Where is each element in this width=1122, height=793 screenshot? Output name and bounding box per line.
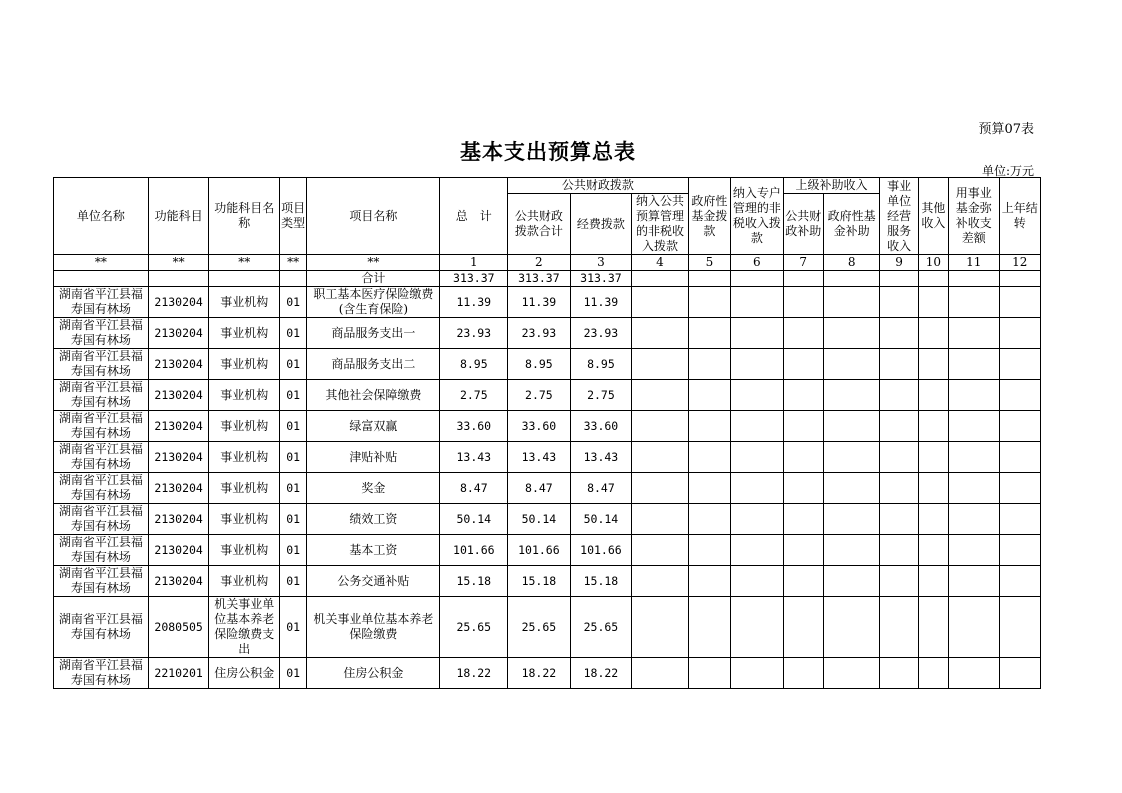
cell-empty — [688, 566, 730, 597]
project-name-cell: 商品服务支出二 — [307, 349, 440, 380]
table-row — [54, 473, 1041, 504]
project-name-cell: 基本工资 — [307, 535, 440, 566]
cell-empty — [783, 349, 823, 380]
column-index-cell: ** — [54, 255, 149, 271]
cell-empty — [918, 535, 948, 566]
project-name-cell: 绿富双赢 — [307, 411, 440, 442]
cell-empty — [999, 349, 1041, 380]
cell-empty — [823, 271, 880, 287]
unit-name-cell: 湖南省平江县福寿国有林场 — [54, 473, 149, 504]
cell-empty — [918, 504, 948, 535]
cell-empty — [999, 442, 1041, 473]
header-public-finance: 公共财政拨款 — [508, 178, 689, 194]
table-row — [54, 597, 1041, 658]
cell-empty — [632, 597, 689, 658]
pf-total-cell: 11.39 — [508, 287, 571, 318]
header-special-non-tax: 纳入专户管理的非税收入拨款 — [731, 178, 783, 255]
header-func-name: 功能科目名称 — [209, 178, 280, 255]
cell-empty — [731, 566, 783, 597]
project-name-cell: 商品服务支出一 — [307, 318, 440, 349]
cell-empty — [823, 504, 880, 535]
pf-total-cell: 101.66 — [508, 535, 571, 566]
cell-empty — [999, 473, 1041, 504]
project-name-cell: 津贴补贴 — [307, 442, 440, 473]
cell-empty — [632, 473, 689, 504]
cell-empty — [918, 597, 948, 658]
total-row — [54, 271, 1041, 287]
column-index-cell: 3 — [570, 255, 632, 271]
cell-empty — [731, 658, 783, 689]
column-index-cell: 12 — [999, 255, 1041, 271]
unit-name-cell: 湖南省平江县福寿国有林场 — [54, 318, 149, 349]
cell-empty — [731, 318, 783, 349]
funding-cell: 101.66 — [570, 535, 632, 566]
cell-empty — [880, 318, 918, 349]
table-row — [54, 380, 1041, 411]
cell-empty — [54, 271, 149, 287]
cell-empty — [918, 271, 948, 287]
header-superior: 上级补助收入 — [783, 178, 880, 194]
cell-empty — [783, 271, 823, 287]
column-index-row — [54, 255, 1041, 271]
table-body — [54, 271, 1041, 689]
cell-empty — [949, 442, 999, 473]
func-code-cell: 2130204 — [148, 566, 209, 597]
cell-empty — [999, 566, 1041, 597]
cell-empty — [731, 473, 783, 504]
unit-name-cell: 湖南省平江县福寿国有林场 — [54, 442, 149, 473]
cell-empty — [999, 535, 1041, 566]
proj-type-cell: 01 — [280, 566, 307, 597]
func-name-cell: 住房公积金 — [209, 658, 280, 689]
cell-empty — [880, 535, 918, 566]
column-index-cell: 1 — [440, 255, 508, 271]
cell-empty — [999, 271, 1041, 287]
total-funding-value: 313.37 — [570, 271, 632, 287]
proj-type-cell: 01 — [280, 442, 307, 473]
func-name-cell: 事业机构 — [209, 504, 280, 535]
cell-empty — [783, 504, 823, 535]
cell-empty — [880, 658, 918, 689]
project-name-cell: 奖金 — [307, 473, 440, 504]
cell-empty — [999, 658, 1041, 689]
cell-empty — [688, 318, 730, 349]
cell-empty — [731, 271, 783, 287]
total-label: 合计 — [307, 271, 440, 287]
cell-empty — [731, 597, 783, 658]
cell-empty — [880, 566, 918, 597]
cell-empty — [632, 380, 689, 411]
total-cell: 11.39 — [440, 287, 508, 318]
header-business: 事业单位经营服务收入 — [880, 178, 918, 255]
funding-cell: 33.60 — [570, 411, 632, 442]
project-name-cell: 住房公积金 — [307, 658, 440, 689]
funding-cell: 18.22 — [570, 658, 632, 689]
project-name-cell: 机关事业单位基本养老保险缴费 — [307, 597, 440, 658]
proj-type-cell: 01 — [280, 380, 307, 411]
total-cell: 18.22 — [440, 658, 508, 689]
cell-empty — [731, 287, 783, 318]
cell-empty — [880, 380, 918, 411]
table-row — [54, 318, 1041, 349]
cell-empty — [823, 597, 880, 658]
column-index-cell: 2 — [508, 255, 571, 271]
funding-cell: 50.14 — [570, 504, 632, 535]
column-index-cell: 5 — [688, 255, 730, 271]
cell-empty — [949, 271, 999, 287]
cell-empty — [880, 411, 918, 442]
funding-cell: 13.43 — [570, 442, 632, 473]
cell-empty — [823, 658, 880, 689]
cell-empty — [918, 287, 948, 318]
cell-empty — [783, 380, 823, 411]
funding-cell: 25.65 — [570, 597, 632, 658]
func-name-cell: 事业机构 — [209, 380, 280, 411]
cell-empty — [783, 566, 823, 597]
func-name-cell: 事业机构 — [209, 318, 280, 349]
funding-cell: 8.95 — [570, 349, 632, 380]
cell-empty — [949, 597, 999, 658]
unit-name-cell: 湖南省平江县福寿国有林场 — [54, 535, 149, 566]
func-code-cell: 2080505 — [148, 597, 209, 658]
table-row — [54, 504, 1041, 535]
unit-name-cell: 湖南省平江县福寿国有林场 — [54, 566, 149, 597]
cell-empty — [688, 504, 730, 535]
header-non-tax: 纳入公共预算管理的非税收入拨款 — [632, 194, 689, 255]
table-row — [54, 658, 1041, 689]
func-code-cell: 2130204 — [148, 318, 209, 349]
cell-empty — [632, 411, 689, 442]
func-code-cell: 2130204 — [148, 473, 209, 504]
pf-total-cell: 13.43 — [508, 442, 571, 473]
cell-empty — [999, 504, 1041, 535]
func-code-cell: 2130204 — [148, 349, 209, 380]
header-proj-name: 项目名称 — [307, 178, 440, 255]
cell-empty — [688, 287, 730, 318]
total-cell: 15.18 — [440, 566, 508, 597]
cell-empty — [783, 411, 823, 442]
header-proj-type: 项目类型 — [280, 178, 307, 255]
cell-empty — [688, 349, 730, 380]
column-index-cell: 9 — [880, 255, 918, 271]
cell-empty — [632, 287, 689, 318]
total-cell: 25.65 — [440, 597, 508, 658]
total-cell: 13.43 — [440, 442, 508, 473]
cell-empty — [688, 442, 730, 473]
column-index-cell: ** — [148, 255, 209, 271]
total-cell: 2.75 — [440, 380, 508, 411]
total-value: 313.37 — [440, 271, 508, 287]
func-code-cell: 2130204 — [148, 504, 209, 535]
cell-empty — [880, 473, 918, 504]
funding-cell: 11.39 — [570, 287, 632, 318]
header-sup-gov: 政府性基金补助 — [823, 194, 880, 255]
cell-empty — [632, 535, 689, 566]
unit-name-cell: 湖南省平江县福寿国有林场 — [54, 349, 149, 380]
header-funding: 经费拨款 — [570, 194, 632, 255]
unit-label: 单位:万元 — [981, 164, 1034, 178]
total-cell: 23.93 — [440, 318, 508, 349]
header-unit-name: 单位名称 — [54, 178, 149, 255]
cell-empty — [632, 318, 689, 349]
unit-name-cell: 湖南省平江县福寿国有林场 — [54, 658, 149, 689]
funding-cell: 15.18 — [570, 566, 632, 597]
func-name-cell: 事业机构 — [209, 287, 280, 318]
cell-empty — [632, 566, 689, 597]
cell-empty — [823, 318, 880, 349]
table-header — [54, 178, 1041, 271]
cell-empty — [880, 504, 918, 535]
cell-empty — [783, 318, 823, 349]
proj-type-cell: 01 — [280, 318, 307, 349]
header-pf-total: 公共财政拨款合计 — [508, 194, 571, 255]
column-index-cell: 6 — [731, 255, 783, 271]
project-name-cell: 公务交通补贴 — [307, 566, 440, 597]
proj-type-cell: 01 — [280, 535, 307, 566]
cell-empty — [918, 380, 948, 411]
funding-cell: 8.47 — [570, 473, 632, 504]
cell-empty — [949, 473, 999, 504]
cell-empty — [880, 287, 918, 318]
column-index-cell: 8 — [823, 255, 880, 271]
func-name-cell: 事业机构 — [209, 535, 280, 566]
pf-total-cell: 25.65 — [508, 597, 571, 658]
proj-type-cell: 01 — [280, 287, 307, 318]
cell-empty — [632, 349, 689, 380]
cell-empty — [918, 411, 948, 442]
cell-empty — [949, 566, 999, 597]
cell-empty — [918, 566, 948, 597]
cell-empty — [918, 658, 948, 689]
func-code-cell: 2130204 — [148, 380, 209, 411]
header-func-code: 功能科目 — [148, 178, 209, 255]
cell-empty — [731, 504, 783, 535]
func-name-cell: 事业机构 — [209, 566, 280, 597]
table-row — [54, 287, 1041, 318]
cell-empty — [949, 318, 999, 349]
cell-empty — [731, 442, 783, 473]
cell-empty — [949, 658, 999, 689]
total-cell: 8.95 — [440, 349, 508, 380]
header-sup-public: 公共财政补助 — [783, 194, 823, 255]
total-cell: 33.60 — [440, 411, 508, 442]
cell-empty — [688, 271, 730, 287]
cell-empty — [688, 473, 730, 504]
cell-empty — [632, 504, 689, 535]
unit-name-cell: 湖南省平江县福寿国有林场 — [54, 597, 149, 658]
proj-type-cell: 01 — [280, 658, 307, 689]
cell-empty — [731, 411, 783, 442]
pf-total-cell: 33.60 — [508, 411, 571, 442]
cell-empty — [823, 442, 880, 473]
header-offset: 用事业基金弥补收支差额 — [949, 178, 999, 255]
cell-empty — [999, 597, 1041, 658]
cell-empty — [783, 535, 823, 566]
cell-empty — [880, 597, 918, 658]
cell-empty — [999, 380, 1041, 411]
column-index-cell: 7 — [783, 255, 823, 271]
total-cell: 101.66 — [440, 535, 508, 566]
proj-type-cell: 01 — [280, 473, 307, 504]
cell-empty — [209, 271, 280, 287]
cell-empty — [823, 566, 880, 597]
header-other: 其他收入 — [918, 178, 948, 255]
cell-empty — [918, 473, 948, 504]
cell-empty — [632, 442, 689, 473]
cell-empty — [688, 380, 730, 411]
header-carryover: 上年结转 — [999, 178, 1041, 255]
cell-empty — [949, 504, 999, 535]
cell-empty — [918, 442, 948, 473]
cell-empty — [918, 318, 948, 349]
cell-empty — [918, 349, 948, 380]
func-name-cell: 事业机构 — [209, 442, 280, 473]
cell-empty — [880, 349, 918, 380]
column-index-cell: 11 — [949, 255, 999, 271]
form-number: 预算07表 — [978, 122, 1034, 137]
table-row — [54, 442, 1041, 473]
cell-empty — [148, 271, 209, 287]
pf-total-cell: 50.14 — [508, 504, 571, 535]
func-name-cell: 机关事业单位基本养老保险缴费支出 — [209, 597, 280, 658]
cell-empty — [999, 318, 1041, 349]
unit-name-cell: 湖南省平江县福寿国有林场 — [54, 380, 149, 411]
column-index-cell: 10 — [918, 255, 948, 271]
column-index-cell: ** — [280, 255, 307, 271]
funding-cell: 23.93 — [570, 318, 632, 349]
cell-empty — [949, 287, 999, 318]
func-code-cell: 2130204 — [148, 535, 209, 566]
cell-empty — [688, 411, 730, 442]
func-name-cell: 事业机构 — [209, 411, 280, 442]
total-pf-value: 313.37 — [508, 271, 571, 287]
cell-empty — [823, 473, 880, 504]
unit-name-cell: 湖南省平江县福寿国有林场 — [54, 411, 149, 442]
proj-type-cell: 01 — [280, 411, 307, 442]
cell-empty — [823, 380, 880, 411]
func-code-cell: 2130204 — [148, 442, 209, 473]
pf-total-cell: 8.47 — [508, 473, 571, 504]
pf-total-cell: 18.22 — [508, 658, 571, 689]
unit-name-cell: 湖南省平江县福寿国有林场 — [54, 504, 149, 535]
func-name-cell: 事业机构 — [209, 349, 280, 380]
table-row — [54, 411, 1041, 442]
cell-empty — [823, 287, 880, 318]
cell-empty — [731, 380, 783, 411]
cell-empty — [823, 411, 880, 442]
table-row — [54, 566, 1041, 597]
cell-empty — [823, 535, 880, 566]
cell-empty — [949, 380, 999, 411]
proj-type-cell: 01 — [280, 597, 307, 658]
cell-empty — [949, 535, 999, 566]
budget-table — [53, 177, 1041, 689]
cell-empty — [880, 442, 918, 473]
cell-empty — [632, 658, 689, 689]
cell-empty — [280, 271, 307, 287]
proj-type-cell: 01 — [280, 349, 307, 380]
cell-empty — [783, 597, 823, 658]
pf-total-cell: 2.75 — [508, 380, 571, 411]
project-name-cell: 其他社会保障缴费 — [307, 380, 440, 411]
cell-empty — [783, 473, 823, 504]
table-row — [54, 349, 1041, 380]
column-index-cell: 4 — [632, 255, 689, 271]
func-code-cell: 2210201 — [148, 658, 209, 689]
column-index-cell: ** — [307, 255, 440, 271]
total-cell: 8.47 — [440, 473, 508, 504]
cell-empty — [999, 411, 1041, 442]
cell-empty — [880, 271, 918, 287]
func-name-cell: 事业机构 — [209, 473, 280, 504]
header-total: 总 计 — [440, 178, 508, 255]
table-row — [54, 535, 1041, 566]
pf-total-cell: 8.95 — [508, 349, 571, 380]
column-index-cell: ** — [209, 255, 280, 271]
proj-type-cell: 01 — [280, 504, 307, 535]
cell-empty — [688, 597, 730, 658]
cell-empty — [783, 658, 823, 689]
funding-cell: 2.75 — [570, 380, 632, 411]
cell-empty — [731, 535, 783, 566]
pf-total-cell: 23.93 — [508, 318, 571, 349]
unit-name-cell: 湖南省平江县福寿国有林场 — [54, 287, 149, 318]
cell-empty — [949, 349, 999, 380]
cell-empty — [688, 535, 730, 566]
total-cell: 50.14 — [440, 504, 508, 535]
cell-empty — [999, 287, 1041, 318]
cell-empty — [688, 658, 730, 689]
cell-empty — [823, 349, 880, 380]
page-title: 基本支出预算总表 — [460, 139, 636, 164]
cell-empty — [632, 271, 689, 287]
func-code-cell: 2130204 — [148, 287, 209, 318]
cell-empty — [731, 349, 783, 380]
func-code-cell: 2130204 — [148, 411, 209, 442]
project-name-cell: 职工基本医疗保险缴费(含生育保险) — [307, 287, 440, 318]
project-name-cell: 绩效工资 — [307, 504, 440, 535]
cell-empty — [949, 411, 999, 442]
cell-empty — [783, 442, 823, 473]
cell-empty — [783, 287, 823, 318]
header-gov-fund: 政府性基金拨款 — [688, 178, 730, 255]
pf-total-cell: 15.18 — [508, 566, 571, 597]
